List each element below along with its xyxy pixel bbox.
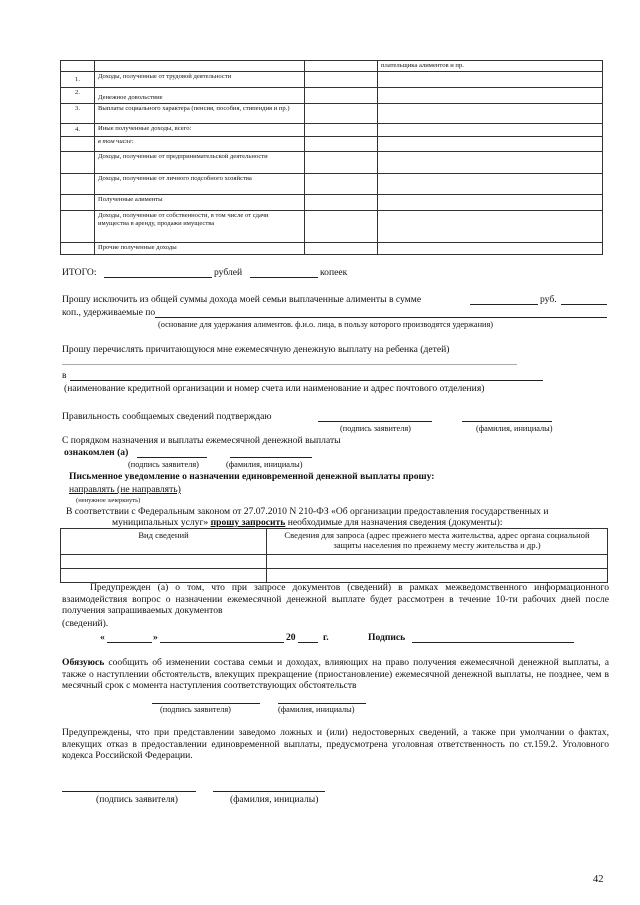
- total-kop-field[interactable]: [250, 277, 318, 278]
- table-row: [61, 137, 603, 152]
- transfer-note: (наименование кредитной организации и номер счета или наименование и адрес почтового отделения): [64, 383, 485, 394]
- row-label: в том числе:: [95, 137, 305, 152]
- request-table: [60, 528, 608, 583]
- total-kop-label: копеек: [320, 267, 348, 278]
- transfer-text: Прошу перечислять причитающуюся мне ежемесячную денежную выплату на ребенка (детей): [62, 344, 450, 355]
- obligation-signature-field[interactable]: [152, 703, 260, 704]
- confirm-name-field[interactable]: [462, 421, 552, 422]
- alimony-text: Прошу исключить из общей суммы дохода моей семьи выплаченные алименты в сумме: [62, 294, 422, 305]
- final-signature-note: (подпись заявителя): [96, 794, 179, 805]
- alimony-rub-label: руб.: [540, 294, 557, 305]
- confirm-name-note: (фамилия, инициалы): [476, 424, 553, 433]
- familiar-text: С порядком назначения и выплаты ежемесячной денежной выплаты: [62, 435, 341, 446]
- date-month-field[interactable]: [160, 642, 284, 643]
- signature-field[interactable]: [412, 642, 574, 643]
- table-row: [61, 555, 608, 569]
- alimony-basis-note: (основание для удержания алиментов. ф.и.о. лица, в пользу которого производятся удержания): [158, 320, 494, 329]
- obligation-name-note: (фамилия, инициалы): [278, 705, 355, 714]
- final-name-field[interactable]: [213, 791, 325, 792]
- total-rub-label: рублей: [214, 267, 243, 278]
- warning-tail: (сведений).: [62, 618, 109, 629]
- table-row: [61, 195, 603, 211]
- law-text: В соответствии с Федеральным законом от 27.07.2010 N 210-ФЗ «Об организации предоставления государственных и: [66, 506, 549, 517]
- table-row: [61, 529, 608, 555]
- row-label: Доходы, полученные от личного подсобного хозяйства: [95, 174, 305, 195]
- total-label: ИТОГО:: [62, 267, 97, 278]
- date-open-quote: «: [100, 632, 105, 643]
- request-cell[interactable]: [61, 555, 267, 569]
- request-cell[interactable]: [267, 555, 608, 569]
- transfer-prefix: в: [62, 370, 67, 381]
- familiar-signature-field[interactable]: [137, 457, 207, 458]
- obligation-name-field[interactable]: [278, 703, 366, 704]
- notice-option[interactable]: направлять (не направлять): [69, 484, 181, 495]
- transfer-bank-field[interactable]: [70, 380, 543, 381]
- table-cell: [61, 61, 95, 72]
- request-col-details: Сведения для запроса (адрес прежнего места жительства, адрес органа социальной защиты населения по прежнему месту жительства и др.): [267, 529, 608, 555]
- criminal-liability-text: Предупреждены, что при представлении заведомо ложных и (или) недостоверных сведений, а также при умолчании о фактах, влекущих отказ в предоставлении единовременной выплаты, предусмотрена уголовная ответственность по ст.159.2. Уголовного кодекса Российской Федерации.: [62, 727, 609, 761]
- request-cell[interactable]: [61, 569, 267, 583]
- date-day-field[interactable]: [107, 642, 152, 643]
- table-row: [61, 211, 603, 243]
- request-cell[interactable]: [267, 569, 608, 583]
- alimony-kop-field[interactable]: [561, 304, 607, 305]
- row-number: 3.: [61, 104, 95, 124]
- table-row: [61, 152, 603, 174]
- request-col-kind: Вид сведений: [61, 529, 267, 555]
- final-signature-field[interactable]: [62, 791, 196, 792]
- final-name-note: (фамилия, инициалы): [230, 794, 319, 805]
- table-row: [61, 72, 603, 88]
- date-year-field[interactable]: [298, 642, 318, 643]
- familiar-name-field[interactable]: [230, 457, 312, 458]
- familiar-acknowledged: ознакомлен (а): [64, 447, 129, 458]
- table-row: [61, 174, 603, 195]
- law-text-services: муниципальных услуг» прошу запросить необходимые для назначения сведения (документы):: [112, 517, 503, 528]
- confirm-signature-note: (подпись заявителя): [340, 424, 411, 433]
- total-rub-field[interactable]: [104, 277, 212, 278]
- row-label: Доходы, полученные от собственности, в том числе от сдачи имущества в аренду, продажи имущества: [95, 211, 305, 243]
- warning-text: Предупрежден (а) о том, что при запросе документов (сведений) в рамках межведомственного информационного взаимодействия вопрос о назначении ежемесячной денежной выплате будет рассмотрен в течение 10-ти рабочих дней после получения запрашиваемых документов: [62, 582, 609, 616]
- transfer-extra-line: [62, 364, 517, 365]
- alimony-withheld-text: коп., удерживаемые по: [62, 307, 156, 318]
- income-table: [60, 60, 603, 255]
- row-label: Полученные алименты: [95, 195, 305, 211]
- table-row: [61, 88, 603, 104]
- confirm-text: Правильность сообщаемых сведений подтверждаю: [62, 411, 272, 422]
- row-label: Иные полученные доходы, всего:: [95, 124, 305, 137]
- confirm-signature-field[interactable]: [318, 421, 432, 422]
- signature-label: Подпись: [368, 632, 406, 643]
- row-label: Денежное довольствие: [95, 88, 305, 104]
- table-header-note: плательщика алиментов и пр.: [378, 61, 603, 72]
- date-year-suffix: г.: [323, 632, 329, 643]
- familiar-name-note: (фамилия, инициалы): [226, 460, 303, 469]
- table-row: [61, 243, 603, 255]
- page-number: 42: [593, 874, 604, 885]
- table-row: [61, 104, 603, 124]
- obligation-text: Обязуюсь сообщить об изменении состава семьи и доходах, влияющих на право получения ежемесячной денежной выплаты, а также о наступлении обстоятельств, влекущих прекращение (приостановление) ежемесячной денежной выплаты, не позднее, чем в месячный срок с момента наступления соответствующих обстоятельств: [62, 657, 609, 691]
- row-label: Выплаты социального характера (пенсия, пособия, стипендия и пр.): [95, 104, 305, 124]
- row-number: 4.: [61, 124, 95, 137]
- row-label: Доходы, полученные от предпринимательской деятельности: [95, 152, 305, 174]
- row-label: Прочие полученные доходы: [95, 243, 305, 255]
- row-number: 1.: [61, 72, 95, 88]
- table-row: [61, 124, 603, 137]
- alimony-basis-field[interactable]: [155, 317, 607, 318]
- table-row: [61, 569, 608, 583]
- notice-title: Письменное уведомление о назначении единовременной денежной выплаты прошу:: [69, 471, 435, 482]
- obligation-signature-note: (подпись заявителя): [160, 705, 231, 714]
- table-cell: [95, 61, 305, 72]
- date-year-prefix: 20: [286, 632, 296, 643]
- row-number: 2.: [61, 88, 95, 104]
- table-cell: [305, 61, 378, 72]
- row-label: Доходы, полученные от трудовой деятельности: [95, 72, 305, 88]
- date-close-quote: »: [153, 632, 158, 643]
- alimony-rub-field[interactable]: [470, 304, 538, 305]
- familiar-signature-note: (подпись заявителя): [128, 460, 199, 469]
- notice-option-note: (ненужное зачеркнуть): [76, 497, 141, 504]
